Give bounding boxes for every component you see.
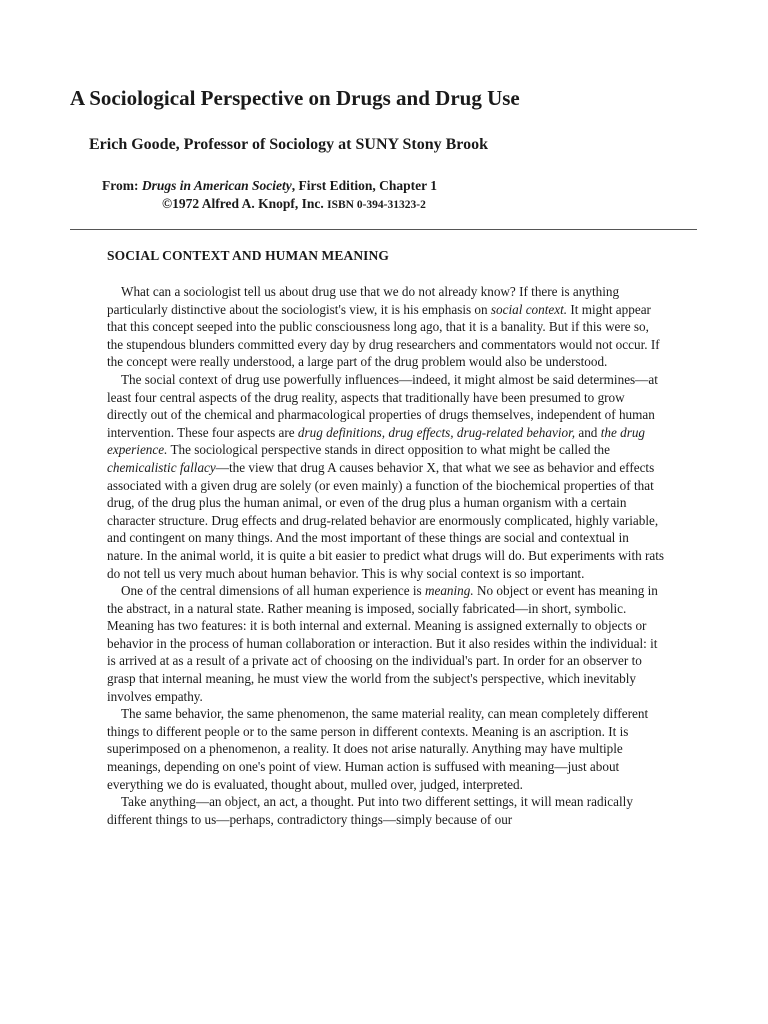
- paragraph: [107, 283, 667, 371]
- italic-phrase: drug definitions, drug effects, drug-related behavior,: [297, 424, 576, 440]
- text-run: One of the central dimensions of all human experience is: [121, 583, 425, 599]
- italic-phrase: chemicalistic fallacy: [107, 459, 216, 475]
- text-run: The sociological perspective stands in direct opposition to what might be called the: [167, 442, 610, 458]
- paragraph: [107, 705, 667, 793]
- source-book-title: Drugs in American Society: [141, 178, 292, 193]
- document-title: A Sociological Perspective on Drugs and Drug Use: [70, 86, 520, 110]
- italic-phrase: the drug experience.: [107, 424, 646, 458]
- text-run: The social context of drug use powerfully influences—indeed, it might almost be said determines—at least four central aspects of the drug reality, aspects that traditionally have been presumed to grow directly out of the chemical and pharmacological properties of drugs themselves, independent of human intervention. These four aspects are: [107, 371, 658, 440]
- text-run: Take anything—an object, an act, a thought. Put into two different settings, it will mean radically different things to us—perhaps, contradictory things—simply because of our: [107, 794, 633, 827]
- text-run: What can a sociologist tell us about drug use that we do not already know? If there is anything particularly distinctive about the sociologist's view, it is his emphasis on: [107, 284, 620, 317]
- author-line: Erich Goode, Professor of Sociology at SUNY Stony Brook: [89, 136, 488, 153]
- horizontal-divider: [70, 229, 697, 230]
- source-edition: , First Edition, Chapter 1: [291, 178, 438, 193]
- copyright-line: [162, 196, 426, 212]
- source-line: [102, 178, 437, 194]
- text-run: —the view that drug A causes behavior X, that what we see as behavior and effects associated with a given drug are solely (or even mainly) a function of the biochemical properties of that drug, of the drug plus the human animal, or even of the drug plus a human organism with a certain character structure. Drug effects and drug-related behavior are enormously complicated, highly variable, and contingent on many things. And the most important of these things are social and contextual in nature. In the animal world, it is quite a bit easier to predict what drugs will do. But experiments with rats do not tell us very much about human behavior. This is why social context is so important.: [107, 459, 665, 581]
- source-prefix: From:: [102, 178, 142, 193]
- isbn: ISBN 0-394-31323-2: [327, 199, 426, 211]
- text-run: and: [575, 424, 601, 440]
- paragraph: [107, 582, 667, 705]
- copyright-text: ©1972 Alfred A. Knopf, Inc.: [162, 196, 328, 211]
- paragraph: [107, 793, 667, 828]
- italic-phrase: social context.: [490, 301, 568, 317]
- text-run: The same behavior, the same phenomenon, the same material reality, can mean completely different things to different people or to the same person in different contexts. Meaning is an ascription. It is superimposed on a phenomenon, a reality. It does not arise naturally. Anything may have multiple meanings, depending on one's point of view. Human action is suffused with meaning—just about everything we do is evaluated, thought about, mulled over, judged, interpreted.: [107, 706, 649, 792]
- body-text: [107, 283, 667, 828]
- italic-phrase: meaning.: [424, 583, 474, 599]
- section-heading: SOCIAL CONTEXT AND HUMAN MEANING: [107, 248, 389, 263]
- paragraph: [107, 371, 667, 582]
- text-run: No object or event has meaning in the abstract, in a natural state. Rather meaning is imposed, socially fabricated—in short, symbolic. Meaning has two features: it is both internal and external. Meaning is assigned externally to objects or behavior in the process of human collaboration or interaction. But it also resides within the individual: it is arrived at as a result of a private act of choosing on the individual's part. In order for an observer to grasp that internal meaning, he must view the world from the subject's perspective, which inevitably involves empathy.: [107, 583, 658, 704]
- text-run: It might appear that this concept seeped into the public consciousness long ago, that it is a banality. But if this were so, the stupendous blunders committed every day by drug researchers and commentators would not occur. If the concept were really understood, a large part of the drug problem would also be understood.: [107, 301, 660, 370]
